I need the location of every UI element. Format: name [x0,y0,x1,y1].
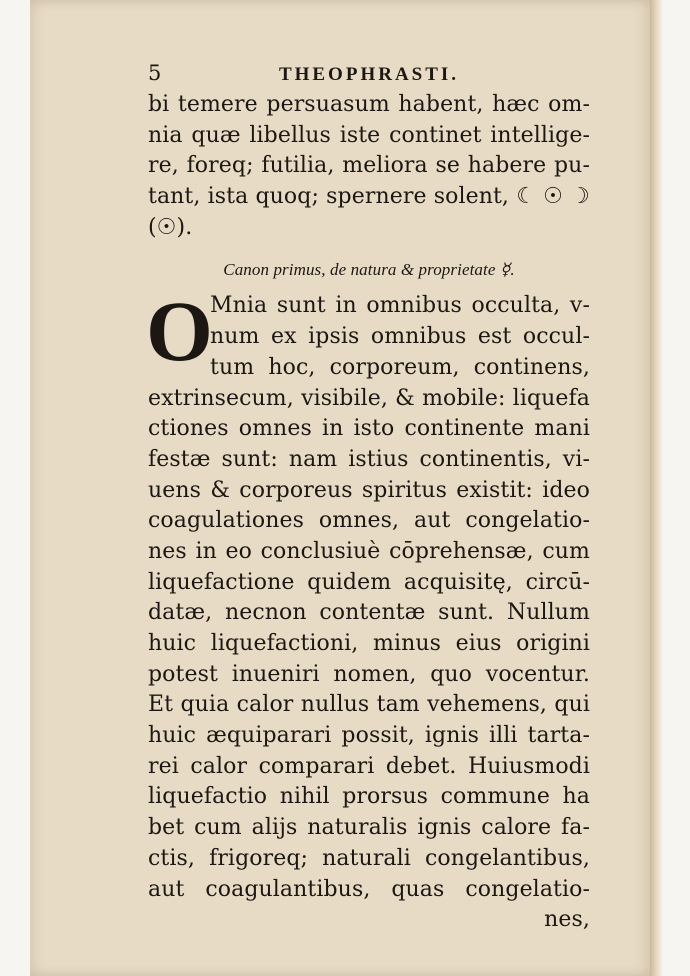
text-line: extrinsecum, visibile, & mobile: liquefa [148,385,590,411]
text-line: huic liquefactioni, minus eius origini [148,631,590,656]
text-line: (☉). [148,214,193,240]
text-line: bi temere persuasum habent, hæc om- [148,92,590,117]
page-number: 5 [148,61,162,85]
running-title: THEOPHRASTI. [278,64,460,85]
text-line: liquefactio nihil prorsus commune ha [148,784,590,810]
text-line: num ex ipsis omnibus est occul- [210,324,590,350]
text-line: rei calor comparari debet. Huiusmodi [148,753,590,779]
text-line: re, foreq; futilia, meliora se habere pu- [148,153,590,179]
text-line: coagulationes omnes, aut congelatio- [148,508,590,534]
text-line: ctiones omnes in isto continente mani [148,416,590,442]
canon-paragraph [146,283,590,935]
running-header [148,58,590,90]
text-line: bet cum alijs naturalis ignis calore fa- [148,815,590,841]
text-line: festæ sunt: nam istius continentis, vi- [148,446,590,472]
catchword: nes, [544,907,590,933]
text-line: Mnia sunt in omnibus occulta, v- [210,293,590,319]
text-line: ctis, frigoreq; naturali congelantibus, [148,845,590,871]
text-block [148,58,590,936]
text-line: potest inueniri nomen, quo vocentur. [148,661,590,687]
text-line: tant, ista quoq; spernere solent, ☾ ☉ ☽ [148,184,590,210]
text-line: aut coagulantibus, quas congelatio- [148,876,590,902]
top-paragraph [148,90,590,243]
text-line: huic æquiparari possit, ignis illi tarta- [148,723,590,749]
text-line: uens & corporeus spiritus existit: ideo [148,477,590,503]
text-line: datæ, necnon contentæ sunt. Nullum [148,600,590,626]
text-line: tum hoc, corporeum, continens, [210,354,590,380]
drop-cap: O [146,283,213,380]
canon-heading: Canon primus, de natura & proprietate ☿. [223,260,515,280]
text-line: nia quæ libellus iste continet intellige- [148,122,590,148]
page-edge [650,0,662,976]
text-line: liquefactione quidem acquisitę, circū- [148,569,590,595]
text-line: Et quia calor nullus tam vehemens, qui [148,692,590,718]
text-line: nes in eo conclusiuè cōprehensæ, cum [148,538,590,564]
